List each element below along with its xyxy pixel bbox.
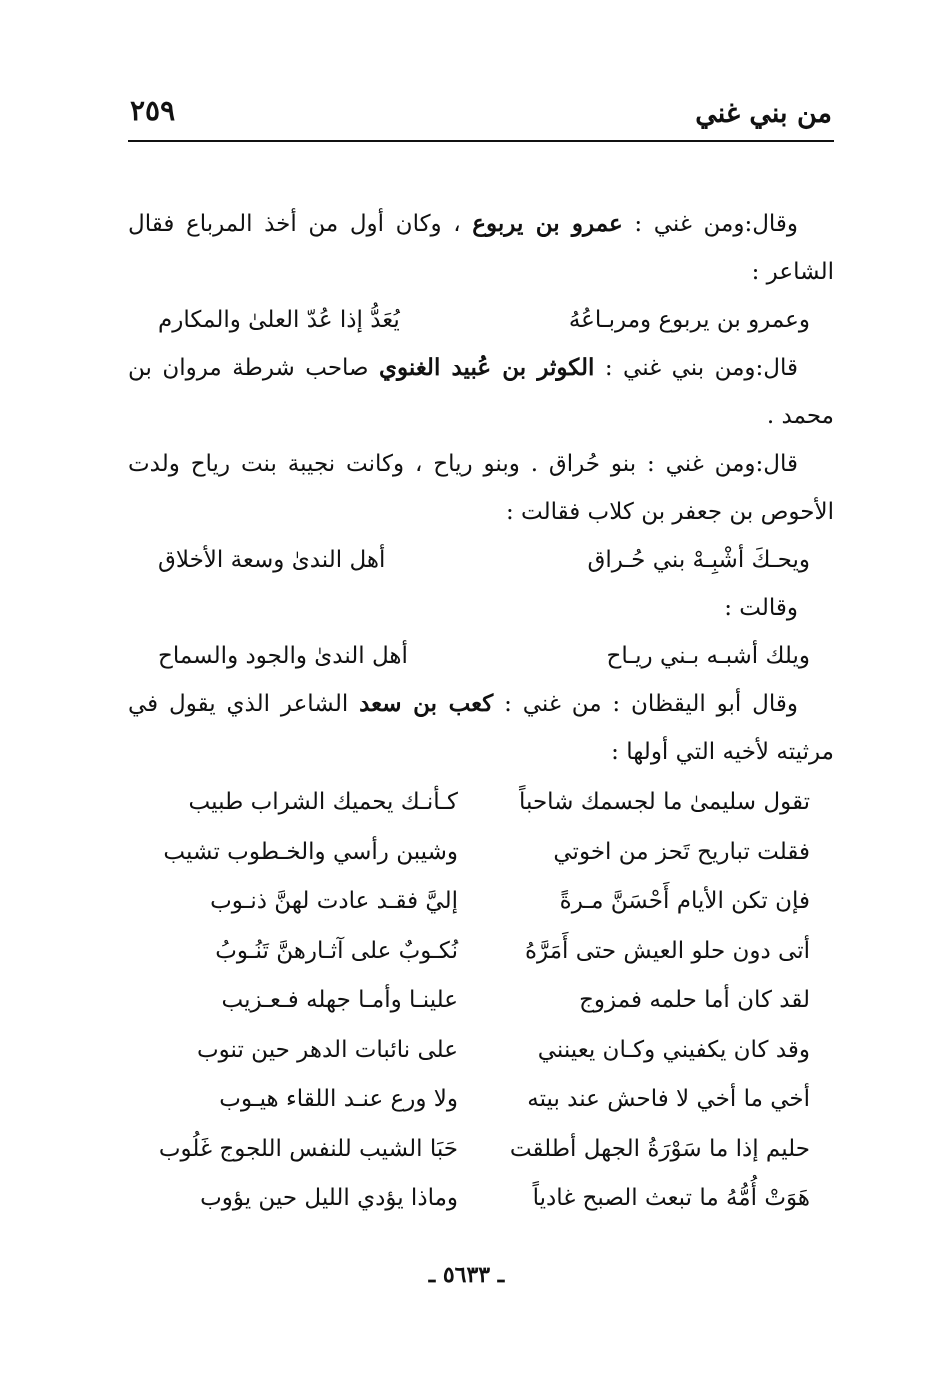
poem-verse (128, 927, 834, 977)
verse-first-hemistich: فقلت تباريح تَحز من اخوتي (553, 838, 810, 865)
verse-second-hemistich: على نائبات الدهر حين تنوب (197, 1036, 458, 1063)
verse-first-hemistich: وعمرو بن يربوع ومربـاعُهُ (568, 307, 810, 333)
verse-second-hemistich: يُعَدُّ إذا عُدّ العلىٰ والمكارم (158, 307, 400, 333)
paragraph-hurraq: قال:ومن غني : بنو حُراق . وبنو رياح ، وكانت نجيبة بنت رياح ولدت الأحوص بن جعفر بن كلاب فقالت : (128, 451, 834, 525)
page-body (128, 200, 834, 1224)
poem-verse (128, 1125, 834, 1175)
verse-first-hemistich: حليم إذا ما سَوْرَةُ الجهل أطلقت (509, 1135, 810, 1162)
verse-second-hemistich: ولا ورع عنـد اللقاء هيـوب (219, 1086, 458, 1112)
paragraph-text: ، وكان أول من أخذ المرباع فقال الشاعر : (128, 211, 834, 285)
poem-verse (128, 1026, 834, 1076)
poem-verse (128, 877, 834, 927)
paragraph-intro: وقال أبو اليقظان : من غني : (493, 691, 799, 717)
person-name: الكوثر بن عُبيد الغنوي (379, 354, 595, 381)
paragraph-text: الشاعر الذي يقول في مرثيته لأخيه التي أولها : (128, 691, 834, 765)
paragraph-intro: قال:ومن بني غني : (594, 355, 798, 381)
person-name: عمرو بن يربوع (472, 210, 623, 237)
verse-first-hemistich: لقد كان أما حلمه فمزوج (579, 987, 810, 1013)
running-title: من بني غني (695, 98, 832, 129)
header-page-number: ٢٥٩ (130, 94, 176, 127)
verse-first-hemistich: أخي ما أخي لا فاحش عند بيته (527, 1086, 810, 1112)
paragraph-kaab (128, 680, 834, 776)
poem-verse (128, 828, 834, 878)
poem-verse (128, 1174, 834, 1224)
poem-verse (128, 976, 834, 1026)
poem-verse (128, 1075, 834, 1125)
verse-line (128, 296, 834, 344)
verse-first-hemistich: هَوَتْ أُمُّهُ ما تبعث الصبح غادياً (532, 1185, 810, 1211)
person-name: كعب بن سعد (359, 690, 494, 717)
paragraph-she-said: وقالت : (724, 595, 798, 621)
verse-second-hemistich: كـأنـك يحميك الشراب طبيب (188, 789, 458, 815)
paragraph-text: صاحب شرطة مروان بن محمد . (128, 355, 834, 429)
verse-line (128, 632, 834, 680)
paragraph-intro: وقال:ومن غني : (622, 211, 799, 237)
verse-first-hemistich: تقول سليمىٰ ما لجسمك شاحباً (519, 789, 810, 815)
verse-second-hemistich: أهل الندىٰ والجود والسماح (158, 643, 408, 669)
page-header (128, 92, 834, 142)
verse-first-hemistich: وقد كان يكفيني وكـان يعينني (537, 1036, 810, 1063)
verse-first-hemistich: فإن تكن الأيام أَحْسَنَّ مـرةً (559, 888, 810, 914)
paragraph-kawthar (128, 344, 834, 440)
verse-first-hemistich: أتى دون حلو العيش حتى أَمَرَّهُ (524, 937, 810, 964)
verse-first-hemistich: ويلك أشبـه بـني ريـاح (606, 643, 810, 669)
poem-verse (128, 778, 834, 828)
verse-line (128, 536, 834, 584)
verse-second-hemistich: علينـا وأمـا جهله فـعـزيب (221, 987, 458, 1013)
verse-first-hemistich: ويحـكَ أشْبِـهْ بني حُـراق (587, 547, 810, 573)
verse-second-hemistich: أهل الندىٰ وسعة الأخلاق (158, 547, 386, 573)
verse-second-hemistich: حَبَا الشيب للنفس اللجوج غَلُوب (158, 1135, 458, 1162)
verse-second-hemistich: نُكـوبٌ على آثـارهنَّ تَنُـوبُ (215, 937, 458, 964)
verse-second-hemistich: وماذا يؤدي الليل حين يؤوب (200, 1185, 458, 1211)
verse-second-hemistich: إليَّ فقـد عادت لهنَّ ذنـوب (210, 888, 458, 914)
verse-second-hemistich: وشيبن رأسي والخـطوب تشيب (163, 838, 458, 865)
elegy-poem (128, 776, 834, 1224)
paragraph-amr (128, 200, 834, 296)
page-footer-number: ـ ٥٦٣٣ ـ (428, 1262, 505, 1288)
